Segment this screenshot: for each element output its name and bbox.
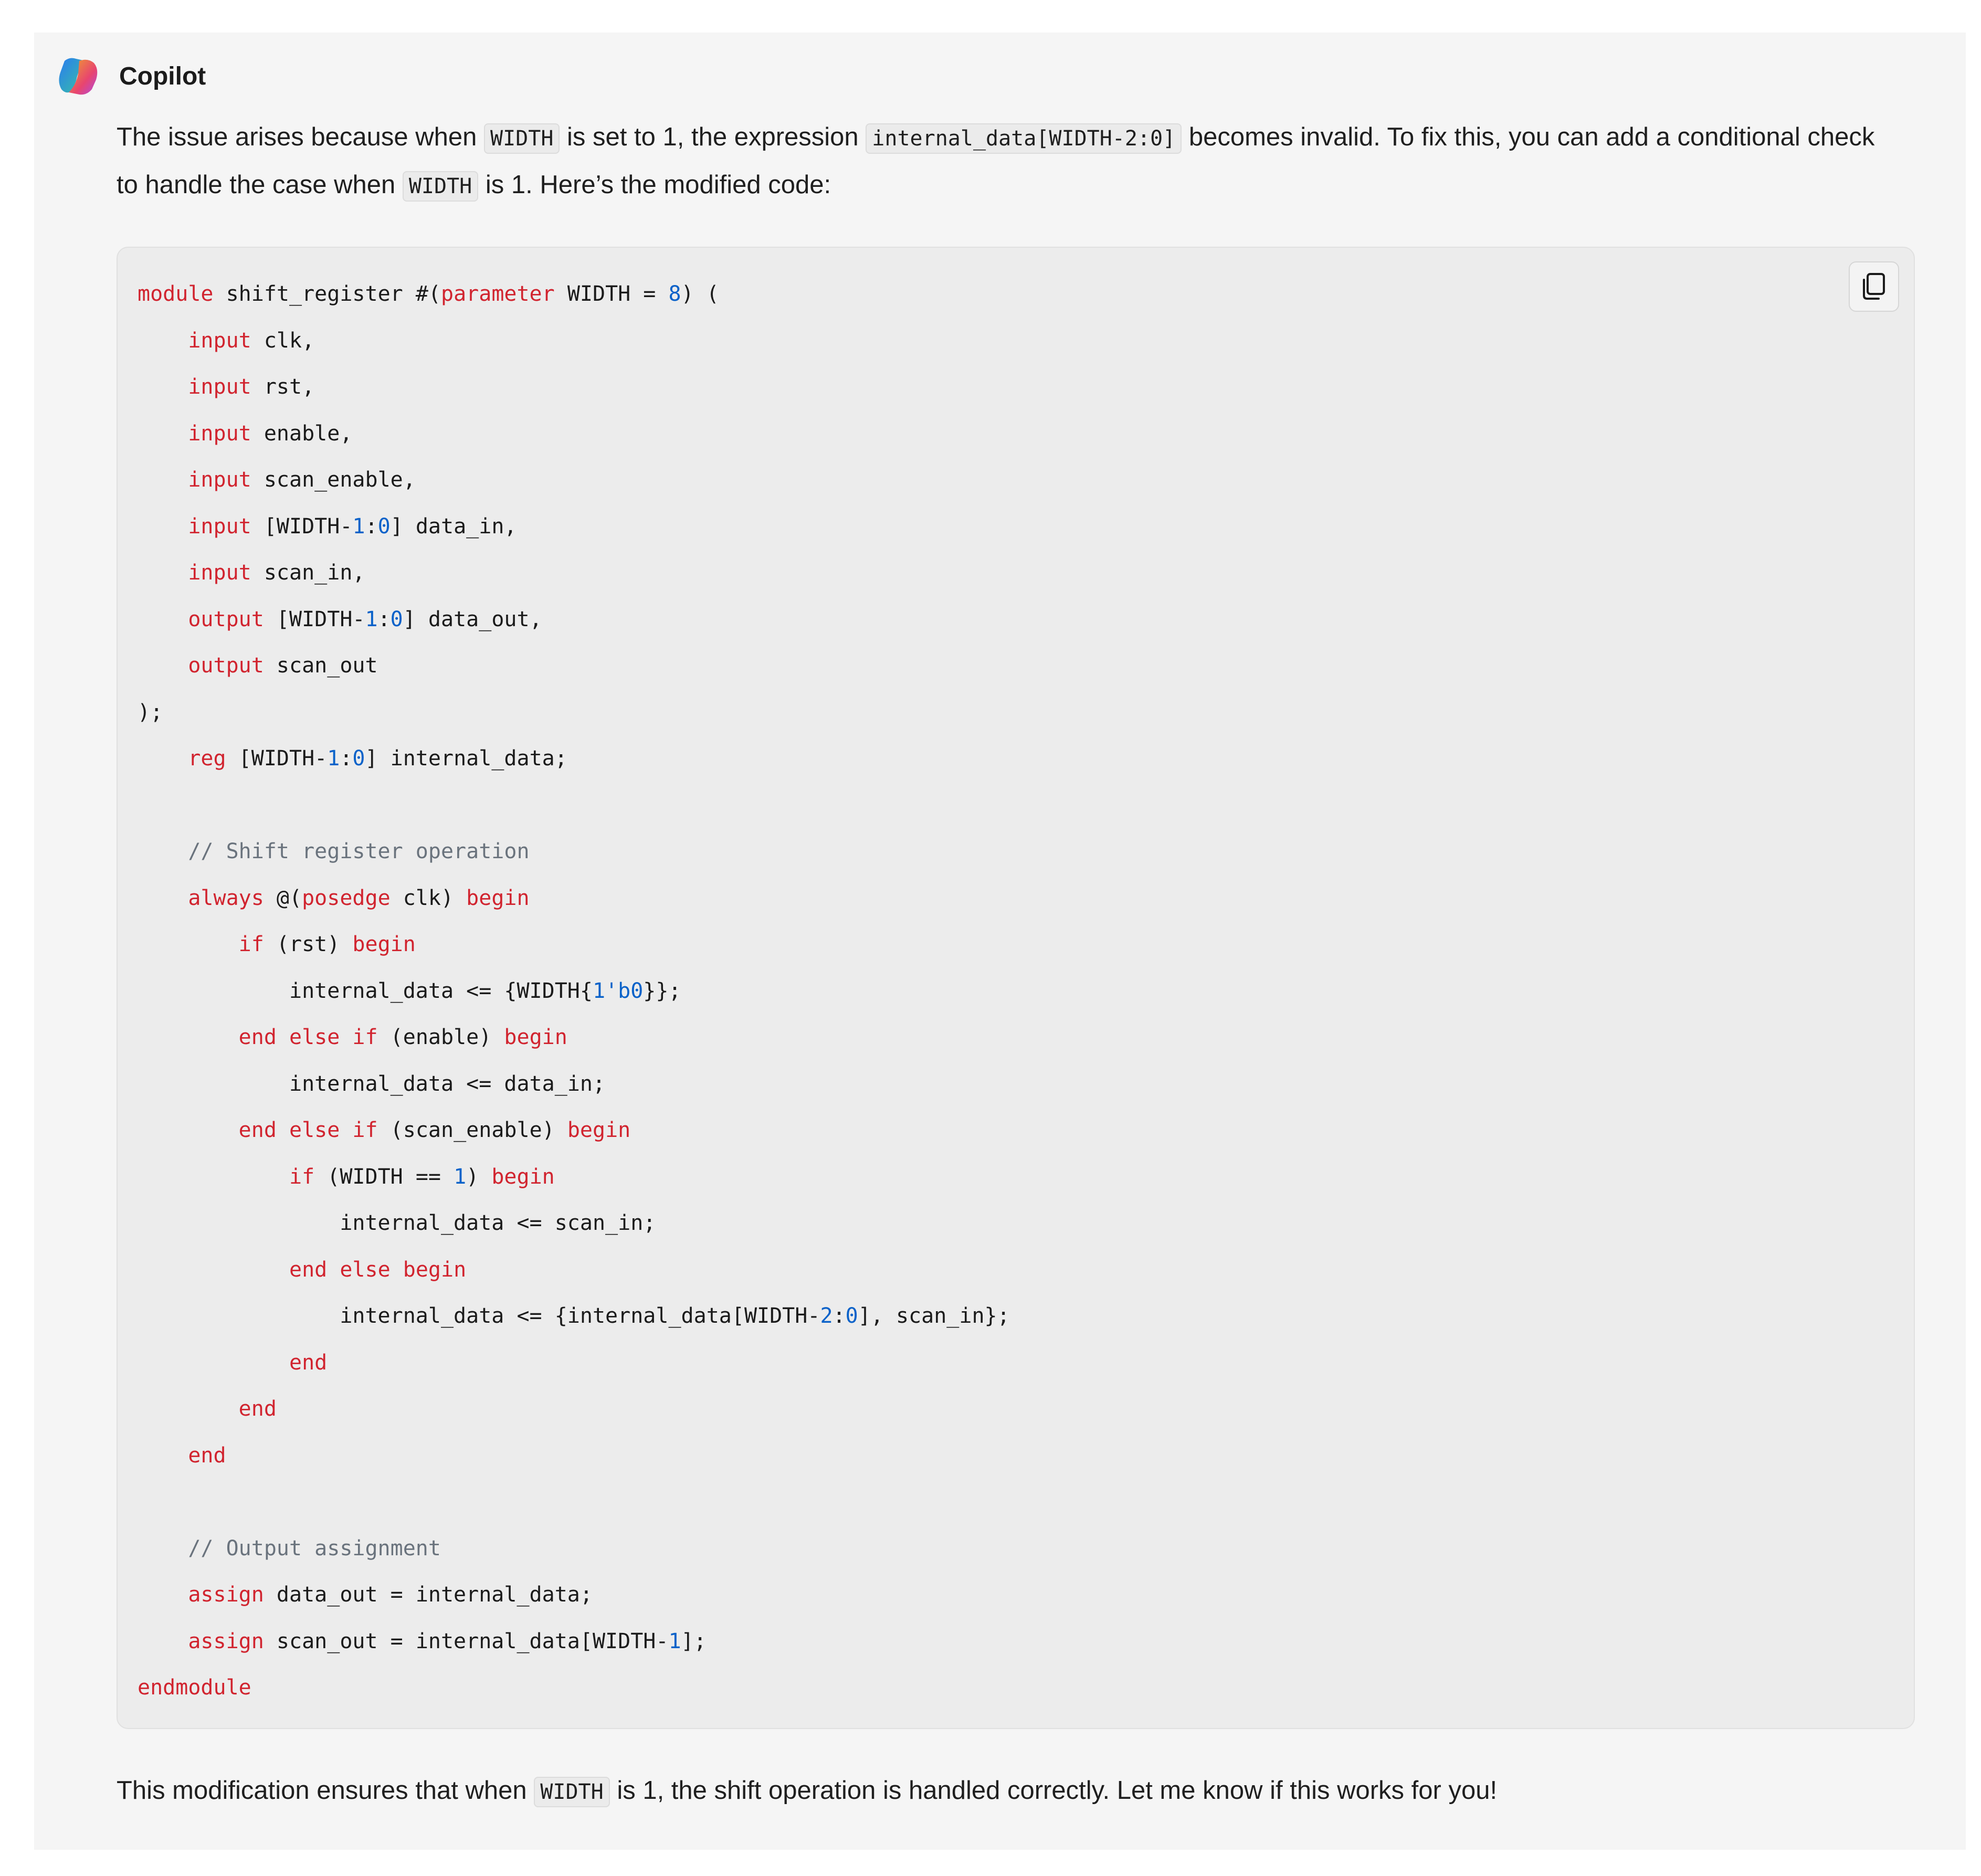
copy-icon (1861, 272, 1887, 301)
code-line-21: internal_data <= scan_in; (138, 1211, 656, 1235)
code-line-31: endmodule (138, 1675, 251, 1700)
code-line-13: // Shift register operation (188, 839, 530, 863)
code-line-25: end (238, 1397, 277, 1421)
code-line-30: assign scan_out = internal_data[WIDTH-1]; (188, 1629, 707, 1653)
intro-text: is 1. Here’s the modified code: (478, 171, 831, 199)
copy-code-button[interactable] (1849, 261, 1899, 312)
code-line-28: // Output assignment (188, 1536, 441, 1561)
code-line-15: if (rst) begin (238, 932, 416, 956)
code-line-14: always @(posedge clk) begin (188, 886, 530, 910)
code-line-19: end else if (scan_enable) begin (238, 1118, 631, 1142)
code-line-27 (138, 1479, 1010, 1525)
message-header (55, 54, 206, 99)
copilot-logo-icon (55, 54, 100, 99)
message-outro (117, 1767, 1901, 1815)
code-line-22: end else begin (289, 1257, 467, 1282)
code-block (117, 247, 1915, 1729)
code-line-1: module shift_register #(parameter WIDTH = 8) ( (138, 282, 719, 306)
inline-code: WIDTH (403, 171, 478, 202)
code-line-4: input enable, (188, 421, 353, 446)
message-intro (117, 114, 1901, 209)
outro-text: is 1, the shift operation is handled correctly. Let me know if this works for you! (609, 1776, 1498, 1805)
code-line-12 (138, 782, 1010, 829)
code-line-26: end (188, 1443, 226, 1468)
code-line-24: end (289, 1350, 328, 1375)
inline-code: WIDTH (484, 123, 560, 154)
code-line-9: output scan_out (188, 654, 378, 678)
chat-message (34, 33, 1966, 1850)
code-content (138, 271, 1010, 1711)
code-line-23: internal_data <= {internal_data[WIDTH-2:0], scan_in}; (138, 1304, 1010, 1328)
inline-code: WIDTH (534, 1777, 609, 1807)
sender-name: Copilot (119, 62, 206, 90)
code-line-8: output [WIDTH-1:0] data_out, (188, 607, 542, 631)
code-line-6: input [WIDTH-1:0] data_in, (188, 514, 517, 539)
intro-text: The issue arises because when (117, 123, 484, 151)
code-line-20: if (WIDTH == 1) begin (289, 1164, 555, 1189)
code-line-11: reg [WIDTH-1:0] internal_data; (188, 746, 567, 771)
outro-text: This modification ensures that when (117, 1776, 534, 1805)
code-line-18: internal_data <= data_in; (138, 1071, 606, 1096)
intro-text: is set to 1, the expression (560, 123, 866, 151)
intro-text: becomes invalid. To fix this, you can add a conditional check to handle the case when (117, 123, 1875, 199)
code-line-5: input scan_enable, (188, 468, 416, 492)
code-line-17: end else if (enable) begin (238, 1025, 567, 1049)
inline-code: internal_data[WIDTH-2:0] (866, 123, 1182, 154)
code-line-10: ); (138, 700, 163, 724)
code-line-7: input scan_in, (188, 561, 365, 585)
code-line-29: assign data_out = internal_data; (188, 1583, 593, 1607)
code-line-2: input clk, (188, 328, 315, 353)
code-line-16: internal_data <= {WIDTH{1'b0}}; (138, 978, 681, 1003)
code-line-3: input rst, (188, 375, 315, 399)
